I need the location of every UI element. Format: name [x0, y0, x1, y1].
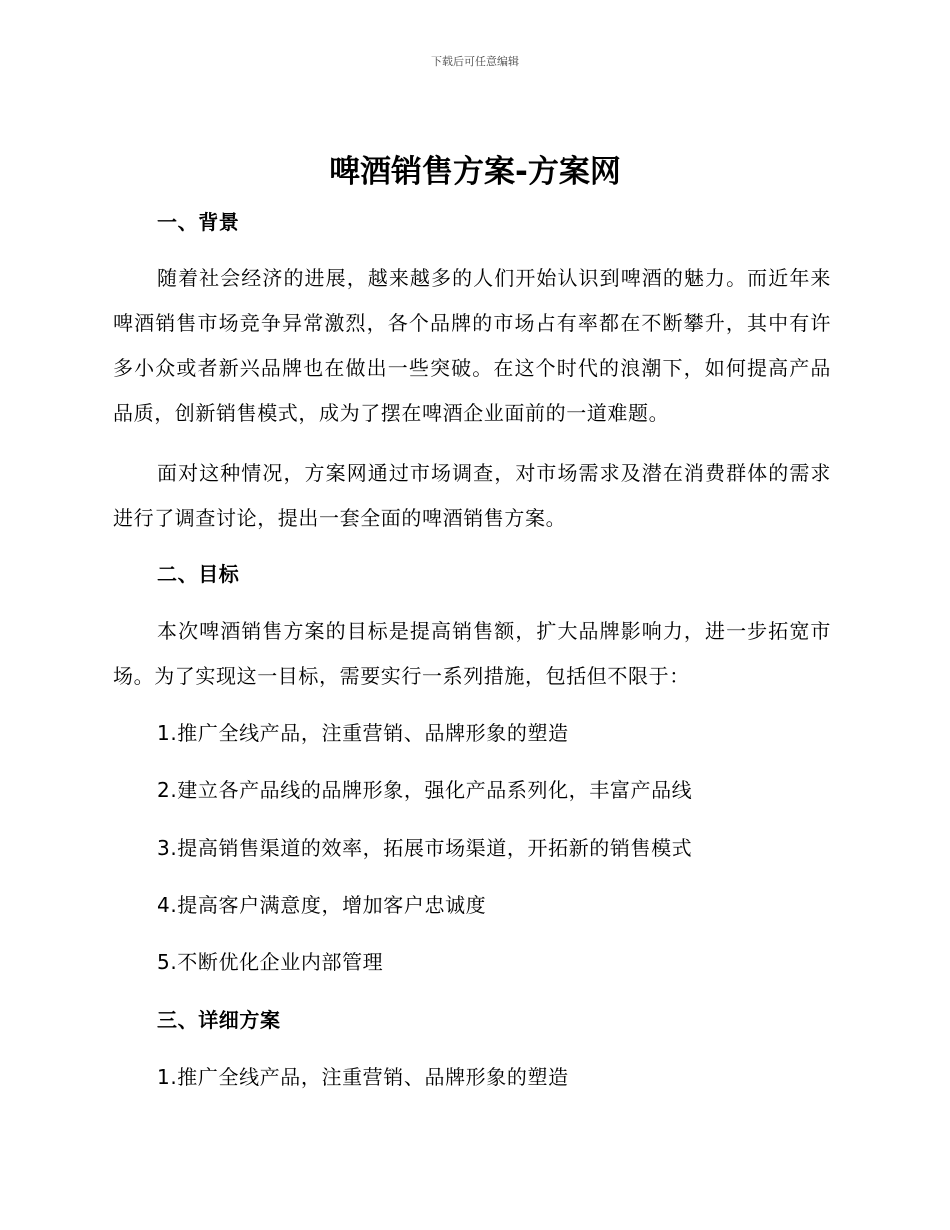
section-heading-goals: 二、目标 [157, 562, 240, 586]
goal-item-5: 5.不断优化企业内部管理 [157, 950, 384, 974]
goal-item-4: 4.提高客户满意度，增加客户忠诚度 [157, 893, 487, 917]
goal-item-3: 3.提高销售渠道的效率，拓展市场渠道，开拓新的销售模式 [157, 836, 693, 860]
plan-item-1: 1.推广全线产品，注重营销、品牌形象的塑造 [157, 1065, 569, 1089]
goal-item-2: 2.建立各产品线的品牌形象，强化产品系列化，丰富产品线 [157, 778, 693, 802]
background-paragraph-2-block [113, 451, 831, 541]
goals-intro: 本次啤酒销售方案的目标是提高销售额，扩大品牌影响力，进一步拓宽市场。为了实现这一目标，需要实行一系列措施，包括但不限于： [113, 619, 831, 688]
section-heading-plan: 三、详细方案 [157, 1008, 281, 1032]
background-paragraph-1-block [113, 256, 831, 436]
document-title: 啤酒销售方案-方案网 [329, 154, 621, 190]
background-paragraph-2: 面对这种情况，方案网通过市场调查，对市场需求及潜在消费群体的需求进行了调查讨论，提出一套全面的啤酒销售方案。 [113, 461, 831, 530]
page-header-note: 下载后可任意编辑 [431, 55, 519, 68]
goals-intro-block [113, 609, 831, 699]
section-heading-background: 一、背景 [157, 210, 240, 234]
background-paragraph-1: 随着社会经济的进展，越来越多的人们开始认识到啤酒的魅力。而近年来啤酒销售市场竞争异常激烈，各个品牌的市场占有率都在不断攀升，其中有许多小众或者新兴品牌也在做出一些突破。在这个时代的浪潮下，如何提高产品品质，创新销售模式，成为了摆在啤酒企业面前的一道难题。 [113, 266, 831, 425]
goal-item-1: 1.推广全线产品，注重营销、品牌形象的塑造 [157, 721, 569, 745]
